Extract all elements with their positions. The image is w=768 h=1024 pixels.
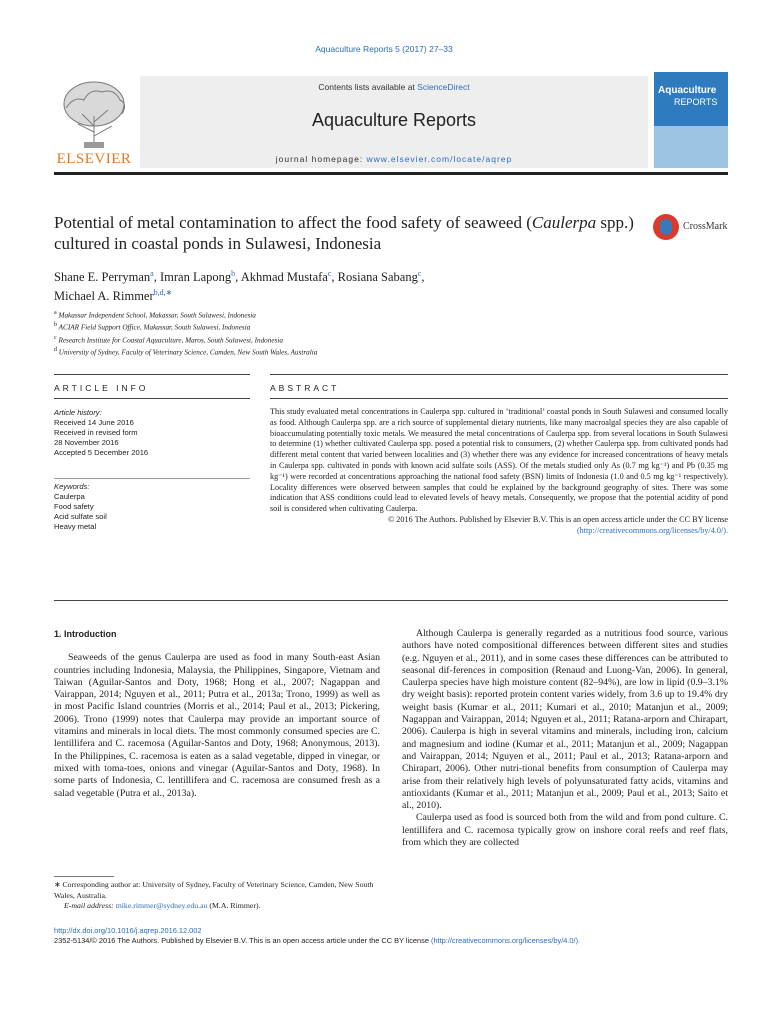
article-info-top-rule	[54, 374, 250, 375]
email-suffix: (M.A. Rimmer).	[207, 901, 261, 910]
email-link[interactable]: mike.rimmer@sydney.edu.au	[115, 901, 208, 910]
journal-header-box	[140, 76, 648, 168]
email-label: E-mail address:	[64, 901, 116, 910]
email-line	[54, 901, 384, 912]
abstract-head-rule	[270, 398, 728, 399]
license-link[interactable]: (http://creativecommons.org/licenses/by/4.0/).	[576, 525, 728, 535]
author-affiliation-marker[interactable]: c	[417, 269, 422, 278]
author-name: Imran Lapong	[159, 270, 232, 285]
article-history	[54, 408, 244, 458]
abstract-text: This study evaluated metal concentrations in Caulerpa spp. cultured in ‘traditional’ coastal ponds in South Sulawesi and consumed locally as food. Although Caulerpa spp. are a rich source of supplemental dietary nutrients, like many macroalgal species they are also capable of bioaccumulating potentially toxic metals. We measured the metal concentrations of Caulerpa spp. from several locations in South Sulawesi to determine (1) whether cultivated Caulerpa spp. posed a potential risk to consumers, (2) whether Caulerpa spp. from cultivated ponds had different metal content that varied between localities and (3) whether there was any evidence for increased concentrations of heavy metals in Caulerpa spp. cultivated in ponds with known acid sulfate soils (ASS). Of the metals studied only As (0.7 mg kg⁻¹) and Pb (0.35 mg kg⁻¹) were recorded at concentrations approaching the national food safety (BSN) limits of Indonesia (1.0 and 0.5 mg kg⁻¹ respectively). Locality differences were observed between samples that could be explained by the background geography of sites. There was some indication that ASS conditions could lead to elevated levels of heavy metals. Consequently, we propose that the potential acidity of pond soil is considered when cultivating Caulerpa.	[270, 407, 728, 514]
body-paragraph: Seaweeds of the genus Caulerpa are used as food in many South-east Asian countries including Indonesia, Malaysia, the Philippines, Singapore, Vietnam and Taiwan (Aguilar-Santos and Doty, 1968; Hong et al., 2007; Nagappan and Vairappan, 2014; Nguyen et al., 2011; Putra et al., 2013a; Trono, 1999) as well as in most Pacific Island countries (Morris et al., 2014; Paul et al., 2013; Pickering, 2006). Trono (1999) notes that Caulerpa may provide an important source of vitamins and minerals in local diets. The most commonly consumed species are C. lentillifera and C. racemosa (Aguilar-Santos and Doty, 1968; Anonymous, 2013). In the Philippines, C. racemosa is eaten as a salad vegetable, dipped in vinegar, or mixed with toma-toes, onions and vinegar (Aguilar-Santos and Doty, 1968). In some parts of Indonesia, C. lentillifera and C. racemosa are consumed fresh as a salad vegetable (Putra et al., 2013a).	[54, 652, 380, 799]
title-part-2: spp.) cultured in coastal ponds in Sulawesi, Indonesia	[54, 213, 634, 253]
history-label: Article history:	[54, 408, 102, 417]
abstract-heading: ABSTRACT	[270, 383, 340, 393]
affiliation-marker: c	[54, 334, 57, 341]
corresponding-footnote	[54, 880, 384, 912]
article-title	[54, 212, 634, 254]
issn-copyright: 2352-5134/© 2016 The Authors. Published by Elsevier B.V. This is an open access article under the CC BY license	[54, 936, 431, 945]
abstract-top-rule	[270, 374, 728, 375]
abstract-copyright	[270, 515, 728, 537]
contents-line	[140, 82, 648, 92]
history-item: Received in revised form	[54, 428, 138, 437]
footnote-rule	[54, 876, 114, 877]
keyword: Food safety	[54, 502, 94, 511]
corresponding-author: ∗ Corresponding author at: University of Sydney, Faculty of Veterinary Science, Camden, New South Wales, Australia.	[54, 880, 374, 900]
cover-subtitle: REPORTS	[674, 97, 718, 107]
elsevier-wordmark: ELSEVIER	[56, 151, 132, 167]
history-divider	[54, 478, 250, 479]
cover-stripe	[654, 126, 728, 168]
affiliation-marker: a	[54, 310, 57, 316]
history-item: Received 14 June 2016	[54, 418, 134, 427]
abstract-body	[270, 407, 728, 537]
author-list: Shane E. Perryman$^a$, Imran Lapong$^b$, Akhmad Mustafa$^c$, Rosiana Sabang$^c$, Michael A. Rimmer$^{b,d,∗}$	[54, 269, 425, 304]
issn-line	[54, 936, 734, 946]
affiliation-text: ACIAR Field Support Office, Makassar, South Sulawesi, Indonesia	[58, 323, 251, 332]
footer-license-link[interactable]: (http://creativecommons.org/licenses/by/4.0/).	[430, 936, 581, 945]
author-name: Rosiana Sabang	[337, 270, 418, 285]
homepage-line	[140, 154, 648, 164]
author-name: Michael A. Rimmer	[54, 289, 154, 304]
body-left-column	[54, 628, 380, 800]
keywords-label: Keywords:	[54, 482, 90, 491]
article-info-heading: ARTICLE INFO	[54, 383, 149, 393]
journal-cover-thumbnail[interactable]	[654, 72, 728, 168]
journal-title: Aquaculture Reports	[311, 110, 477, 130]
crossmark-badge[interactable]	[653, 212, 733, 244]
body-paragraph: Although Caulerpa is generally regarded as a nutritious food source, various authors have noted compositional differences between different sites and studies (e.g. Nguyen et al., 2011), and in some cases these differences can be attributed to seasonal dif-ferences in composition (Renaud and Luong-Van, 2006). In general, Caulerpa species have high moisture content (82–94%), are low in lipid (0.9–3.1% dry weight basis): reported protein content varies widely, from 3.6 up to 19.4% dry weight basis (Kumar et al., 2011; Kumari et al., 2010; Matanjun et al., 2009; Nagappan and Vairappan, 2014; Nguyen et al., 2011; Ratana-arporn and Chirapart, 2006). Caulerpa is high in several vitamins and minerals, including iron, calcium and magnesium and iodine (Kumar et al., 2011; Matanjun et al., 2009; Nagappan and Vairappan, 2014; Nguyen et al., 2011; Paul et al., 2013; Ratana-arporn and Chirapart, 2006). Other nutri-tional benefits from consumption of Caulerpa may arise from their relatively high levels of polyunsaturated fatty acids, vitamins and antioxidants (Kumar et al., 2011; Matanjun et al., 2009; Paul et al., 2013; Saito et al., 2010).	[402, 628, 728, 812]
page-footer	[54, 926, 734, 946]
author-affiliation-marker[interactable]: b,d,∗	[153, 288, 173, 298]
author-affiliation-marker[interactable]: b	[231, 269, 236, 278]
masthead	[54, 72, 728, 168]
journal-reference[interactable]: Aquaculture Reports 5 (2017) 27–33	[315, 44, 453, 54]
title-part-1: Potential of metal contamination to affect the food safety of seaweed (	[54, 213, 532, 232]
affiliation-item	[54, 308, 654, 320]
title-italic: Caulerpa	[531, 213, 597, 232]
article-info-head-rule	[54, 398, 250, 399]
homepage-prefix: journal homepage:	[275, 154, 367, 164]
copyright-text: © 2016 The Authors. Published by Elsevier B.V. This is an open access article under the CC BY license	[388, 514, 728, 524]
affiliation-marker: d	[54, 347, 57, 354]
keyword: Heavy metal	[54, 522, 97, 531]
affiliation-item	[54, 345, 654, 357]
author-name: Shane E. Perryman	[54, 270, 151, 285]
body-right-column	[402, 628, 728, 849]
body-paragraph: Caulerpa used as food is sourced both from the wild and from pond culture. C. lentillifera and C. racemosa typically grow on inshore coral reefs and reef flats, from which they are collected	[402, 812, 728, 849]
cover-title: Aquaculture	[658, 85, 717, 96]
keyword: Caulerpa	[54, 492, 85, 501]
affiliation-item	[54, 333, 654, 345]
sciencedirect-link[interactable]: ScienceDirect	[417, 82, 470, 92]
affiliation-text: Research Institute for Coastal Aquaculture, Maros, South Sulawesi, Indonesia	[58, 336, 283, 345]
introduction-heading: 1. Introduction	[54, 629, 117, 639]
keyword: Acid sulfate soil	[54, 512, 107, 521]
affiliation-text: University of Sydney, Faculty of Veterinary Science, Camden, New South Wales, Australia	[58, 348, 318, 357]
elsevier-tree-icon	[54, 78, 134, 150]
affiliations	[54, 308, 654, 358]
affiliation-item	[54, 320, 654, 332]
keywords	[54, 482, 244, 532]
crossmark-label: CrossMark	[683, 221, 728, 232]
abstract-bottom-rule	[54, 600, 728, 601]
elsevier-logo[interactable]	[54, 78, 134, 168]
doi-link[interactable]: http://dx.doi.org/10.1016/j.aqrep.2016.12.002	[54, 926, 202, 935]
history-item: 28 November 2016	[54, 438, 119, 447]
homepage-link[interactable]: www.elsevier.com/locate/aqrep	[366, 154, 513, 164]
affiliation-text: Makassar Independent School, Makassar, South Sulawesi, Indonesia	[58, 311, 256, 320]
contents-prefix: Contents lists available at	[318, 82, 418, 92]
history-item: Accepted 5 December 2016	[54, 448, 149, 457]
author-affiliation-marker[interactable]: a	[150, 269, 154, 278]
author-name: Akhmad Mustafa	[240, 270, 328, 285]
masthead-divider	[54, 172, 728, 175]
author-affiliation-marker[interactable]: c	[327, 269, 332, 278]
crossmark-icon	[653, 214, 679, 240]
affiliation-marker: b	[54, 322, 57, 329]
